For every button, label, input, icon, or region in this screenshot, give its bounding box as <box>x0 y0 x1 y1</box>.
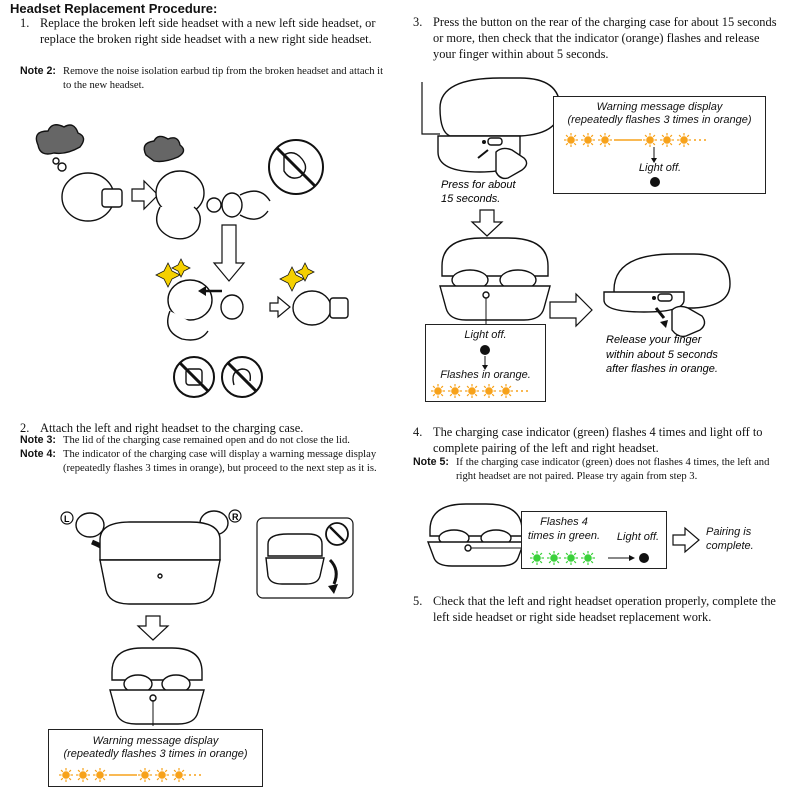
orange-flash-dot <box>482 384 496 398</box>
orange-flash-dot <box>581 133 595 147</box>
light-off-label: Light off. <box>616 531 660 543</box>
note-label: Note 4: <box>20 448 56 460</box>
orange-flash-dot <box>172 768 186 782</box>
release-caption-2: within about 5 seconds <box>606 349 718 361</box>
orange-flash-dot <box>598 133 612 147</box>
orange-flash-dot <box>59 768 73 782</box>
left-label: L <box>64 514 70 524</box>
indicator-off-dot <box>480 345 490 355</box>
press-caption-2: 15 seconds. <box>441 193 501 205</box>
new-earbud-icon <box>280 263 348 325</box>
charging-case-icon <box>100 522 220 604</box>
continuation-dot <box>694 139 696 141</box>
case-rear-icon <box>438 78 560 178</box>
release-finger-icon <box>604 254 730 336</box>
continuation-dot <box>194 774 196 776</box>
green-flash-dot <box>547 551 561 565</box>
light-off-label: Light off. <box>464 329 507 341</box>
step-number: 1. <box>20 16 30 30</box>
orange-flash-dot <box>643 133 657 147</box>
warning-box-bottom <box>48 729 263 787</box>
flash-green-box <box>521 511 667 569</box>
step1-illustration <box>0 95 400 415</box>
step-number: 5. <box>413 594 423 608</box>
green-flash-dot <box>564 551 578 565</box>
indicator-off-dot <box>650 177 660 187</box>
note-label: Note 5: <box>413 456 449 468</box>
note-5 <box>413 456 783 484</box>
release-caption-3: after flashes in orange. <box>606 363 718 375</box>
step2-illustration <box>0 500 400 750</box>
step-text: Replace the broken left side headset with a new left side headset, or replace the broken right side headset with a new right side headset. <box>40 16 376 46</box>
step-number: 4. <box>413 425 423 439</box>
step4-illustration <box>420 500 530 570</box>
green-flash-sequence <box>528 550 608 566</box>
note-text: The indicator of the charging case will display a warning message display (repeatedly flashes 3 times in orange), but proceed to the next step as it is. <box>63 449 377 474</box>
prohibited-hook-icon <box>222 357 262 397</box>
warning-title: Warning message display <box>596 101 723 113</box>
continuation-dot <box>699 139 701 141</box>
continuation-dot <box>189 774 191 776</box>
complete-arrow <box>672 527 702 557</box>
case-with-earbuds-icon <box>110 648 204 726</box>
warning-title: Warning message display <box>92 735 219 747</box>
orange-flash-dot <box>660 133 674 147</box>
orange-flash-sequence <box>429 383 544 399</box>
orange-flash-dot <box>564 133 578 147</box>
continuation-dot <box>526 390 528 392</box>
note-label: Note 2: <box>20 65 56 77</box>
step-text: Attach the left and right headset to the charging case. <box>40 421 304 435</box>
orange-flash-dot <box>93 768 107 782</box>
light-off-label: Light off. <box>638 162 682 174</box>
remove-tip-hand-icon <box>144 136 270 238</box>
broken-earbud-icon <box>36 125 122 221</box>
note-3 <box>20 434 385 448</box>
case-open-icon <box>440 238 550 326</box>
step-4 <box>413 424 783 456</box>
step-5 <box>413 593 783 625</box>
orange-flash-dot <box>76 768 90 782</box>
pairing-complete-1: Pairing is <box>706 526 752 538</box>
orange-flash-dot <box>465 384 479 398</box>
continuation-dot <box>521 390 523 392</box>
step-number: 3. <box>413 15 423 29</box>
orange-flash-dot <box>138 768 152 782</box>
right-label: R <box>232 512 239 522</box>
orange-flash-dot <box>448 384 462 398</box>
press-caption-1: Press for about <box>441 179 516 191</box>
green-title-2: times in green. <box>527 530 601 542</box>
step-text: Press the button on the rear of the charging case for about 15 seconds or more, then check that the indicator (orange) flashes and release your finger within about 5 seconds. <box>433 15 777 61</box>
orange-flash-sequence <box>562 132 762 148</box>
orange-flash-dot <box>155 768 169 782</box>
orange-flash-dot <box>677 133 691 147</box>
green-flash-dot <box>581 551 595 565</box>
continuation-dot <box>704 139 706 141</box>
orange-flash-dot <box>499 384 513 398</box>
step-number: 2. <box>20 421 30 435</box>
green-title-1: Flashes 4 <box>540 516 588 528</box>
flash-orange-box <box>425 324 546 402</box>
release-caption-1: Release your finger <box>606 334 702 346</box>
step-text: Check that the left and right headset operation properly, complete the left side headset or right side headset replacement work. <box>433 594 776 624</box>
note-4 <box>20 448 385 490</box>
note-text: The lid of the charging case remained open and do not close the lid. <box>63 435 350 446</box>
note-2 <box>20 65 385 93</box>
flashes-orange-label: Flashes in orange. <box>440 369 531 381</box>
prohibited-twist-icon <box>269 140 323 194</box>
pairing-complete-2: complete. <box>706 540 754 552</box>
prohibited-pull-icon <box>174 357 214 397</box>
note-text: If the charging case indicator (green) does not flashes 4 times, the left and right headset are not paired. Please try again from step 3. <box>456 457 770 482</box>
note-text: Remove the noise isolation earbud tip from the broken headset and attach it to the new headset. <box>63 66 384 91</box>
page-title: Headset Replacement Procedure: <box>10 1 218 16</box>
orange-flash-sequence <box>57 767 257 783</box>
indicator-off-dot <box>639 553 649 563</box>
continuation-dot <box>199 774 201 776</box>
warning-box-top <box>553 96 766 194</box>
continuation-dot <box>516 390 518 392</box>
step-3 <box>413 14 783 62</box>
orange-flash-dot <box>431 384 445 398</box>
note-label: Note 3: <box>20 434 56 446</box>
step-1 <box>20 15 385 63</box>
step-text: The charging case indicator (green) flashes 4 times and light off to complete pairing of the left and right headset. <box>433 425 763 455</box>
warning-subtitle: (repeatedly flashes 3 times in orange) <box>567 114 752 126</box>
warning-subtitle: (repeatedly flashes 3 times in orange) <box>63 748 248 760</box>
green-flash-dot <box>530 551 544 565</box>
